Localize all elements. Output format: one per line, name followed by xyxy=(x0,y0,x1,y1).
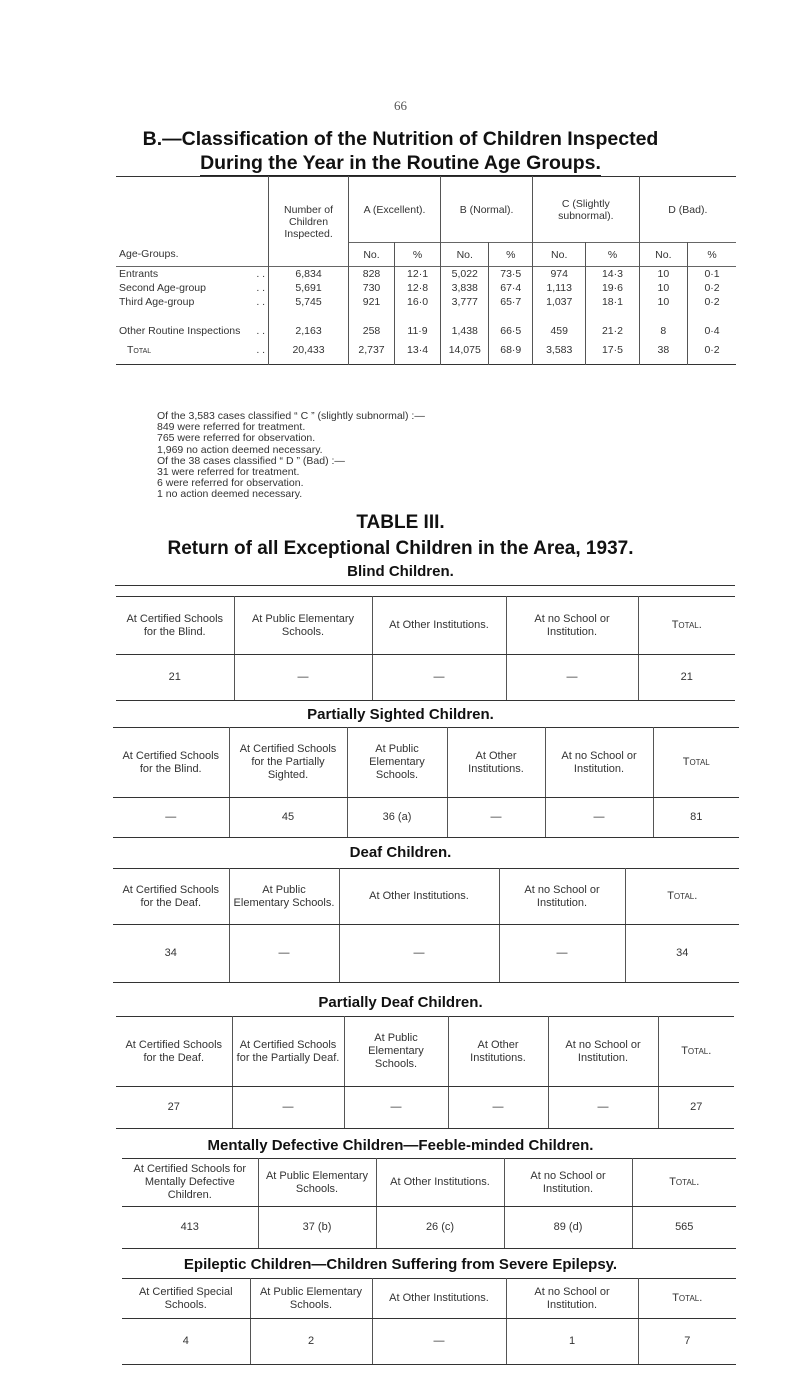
value-cell: 81 xyxy=(653,798,739,838)
sub-pct: % xyxy=(586,243,639,267)
value-cell: 34 xyxy=(113,925,229,983)
sub-pct: % xyxy=(395,243,441,267)
note-line: Of the 38 cases classified “ D ” (Bad) :— xyxy=(157,454,345,467)
mentally-defective-table xyxy=(122,1158,736,1249)
c-pct-cell: 18·1 xyxy=(586,295,639,309)
b-pct-cell: 67·4 xyxy=(489,281,533,295)
d-no-cell: 8 xyxy=(639,309,687,337)
value-cell: 27 xyxy=(658,1087,734,1129)
table-row xyxy=(122,1319,736,1365)
b-pct-cell: 66·5 xyxy=(489,309,533,337)
number-cell: 2,163 xyxy=(269,309,349,337)
a-pct-cell: 12·1 xyxy=(395,267,441,281)
sub-no: No. xyxy=(349,243,395,267)
header-age-groups: Age-Groups. xyxy=(119,248,179,260)
table-iii-subtitle: Return of all Exceptional Children in the Area, 1937. xyxy=(167,538,634,559)
table-iii-title: TABLE III. xyxy=(356,512,445,533)
col-header: At Other Institutions. xyxy=(372,597,506,655)
col-header: At Other Institutions. xyxy=(376,1159,504,1207)
value-cell: — xyxy=(339,925,499,983)
note-line: 765 were referred for observation. xyxy=(157,432,316,445)
b-pct-cell: 73·5 xyxy=(489,267,533,281)
d-no-cell: 10 xyxy=(639,267,687,281)
value-cell: 34 xyxy=(625,925,739,983)
value-cell: 4 xyxy=(122,1319,250,1365)
value-cell: 2 xyxy=(250,1319,372,1365)
d-no-cell: 38 xyxy=(639,337,687,365)
table-row xyxy=(113,798,739,838)
value-cell: — xyxy=(229,925,339,983)
classification-notes xyxy=(157,411,425,501)
d-pct-cell: 0·2 xyxy=(688,295,736,309)
value-cell: — xyxy=(447,798,545,838)
value-cell: — xyxy=(448,1087,548,1129)
col-header: At Certified Schools for the Deaf. xyxy=(116,1017,232,1087)
note-line: 849 were referred for treatment. xyxy=(157,421,306,434)
b-pct-cell: 68·9 xyxy=(489,337,533,365)
note-line: 6 were referred for observation. xyxy=(157,477,304,490)
col-header: Total. xyxy=(638,1279,736,1319)
a-no-cell: 2,737 xyxy=(349,337,395,365)
value-cell: — xyxy=(372,655,506,701)
value-cell: 36 (a) xyxy=(347,798,447,838)
d-pct-cell: 0·2 xyxy=(688,281,736,295)
a-no-cell: 828 xyxy=(349,267,395,281)
col-header: At Certified Schools for the Partially Sighted. xyxy=(229,728,347,798)
value-cell: — xyxy=(506,655,638,701)
table-row xyxy=(116,295,736,309)
value-cell: 7 xyxy=(638,1319,736,1365)
section-title-line2 xyxy=(0,152,801,175)
value-cell: — xyxy=(113,798,229,838)
c-no-cell: 3,583 xyxy=(533,337,586,365)
value-cell: — xyxy=(232,1087,344,1129)
epileptic-heading: Epileptic Children—Children Suffering from Severe Epilepsy. xyxy=(183,1256,618,1273)
table-header-row xyxy=(122,1279,736,1319)
table-header-row xyxy=(116,597,735,655)
note-line: Of the 3,583 cases classified “ C ” (slightly subnormal) :— xyxy=(157,410,425,422)
b-no-cell: 5,022 xyxy=(441,267,489,281)
col-header: At Other Institutions. xyxy=(448,1017,548,1087)
col-header: At Public Elementary Schools. xyxy=(347,728,447,798)
col-header: At no School or Institution. xyxy=(504,1159,632,1207)
a-pct-cell: 16·0 xyxy=(395,295,441,309)
table-row xyxy=(122,1207,736,1249)
d-pct-cell: 0·1 xyxy=(688,267,736,281)
a-no-cell: 730 xyxy=(349,281,395,295)
table-header-row xyxy=(122,1159,736,1207)
col-header: At Certified Schools for the Partially Deaf. xyxy=(232,1017,344,1087)
partially-sighted-table xyxy=(113,727,739,838)
value-cell: 21 xyxy=(116,655,234,701)
d-no-cell: 10 xyxy=(639,281,687,295)
nutrition-header-row xyxy=(116,177,736,243)
table-row xyxy=(116,267,736,281)
blind-heading: Blind Children. xyxy=(347,563,454,580)
value-cell: — xyxy=(545,798,653,838)
col-header: At Certified Special Schools. xyxy=(122,1279,250,1319)
number-cell: 20,433 xyxy=(269,337,349,365)
col-header: At Other Institutions. xyxy=(447,728,545,798)
a-no-cell: 921 xyxy=(349,295,395,309)
c-no-cell: 459 xyxy=(533,309,586,337)
blind-table xyxy=(116,596,735,701)
total-row xyxy=(116,337,736,365)
c-pct-cell: 19·6 xyxy=(586,281,639,295)
age-group-label: Second Age-group . . xyxy=(119,281,266,294)
c-pct-cell: 21·2 xyxy=(586,309,639,337)
value-cell: 27 xyxy=(116,1087,232,1129)
age-group-label: Third Age-group . . xyxy=(119,295,266,308)
col-header: At no School or Institution. xyxy=(545,728,653,798)
col-header: At Public Elementary Schools. xyxy=(234,597,372,655)
number-cell: 5,691 xyxy=(269,281,349,295)
table-row xyxy=(116,309,736,337)
b-pct-cell: 65·7 xyxy=(489,295,533,309)
b-no-cell: 3,777 xyxy=(441,295,489,309)
sub-no: No. xyxy=(533,243,586,267)
value-cell: — xyxy=(548,1087,658,1129)
d-no-cell: 10 xyxy=(639,295,687,309)
partially-deaf-heading: Partially Deaf Children. xyxy=(318,994,483,1011)
note-line: 1,969 no action deemed necessary. xyxy=(157,443,323,456)
number-cell: 5,745 xyxy=(269,295,349,309)
table-row xyxy=(116,655,735,701)
col-header: At Other Institutions. xyxy=(372,1279,506,1319)
page-number: 66 xyxy=(394,98,407,113)
d-pct-cell: 0·4 xyxy=(688,309,736,337)
sub-pct: % xyxy=(489,243,533,267)
partially-deaf-table xyxy=(116,1016,734,1129)
epileptic-table xyxy=(122,1278,736,1365)
value-cell: — xyxy=(234,655,372,701)
d-pct-cell: 0·2 xyxy=(688,337,736,365)
deaf-heading: Deaf Children. xyxy=(349,844,452,861)
c-no-cell: 974 xyxy=(533,267,586,281)
col-header: Total. xyxy=(658,1017,734,1087)
col-header: At no School or Institution. xyxy=(499,869,625,925)
value-cell: 1 xyxy=(506,1319,638,1365)
partially-sighted-heading: Partially Sighted Children. xyxy=(307,706,494,723)
col-header: Total. xyxy=(625,869,739,925)
col-header: Total xyxy=(653,728,739,798)
col-header: At no School or Institution. xyxy=(506,1279,638,1319)
value-cell: — xyxy=(372,1319,506,1365)
col-header: At Certified Schools for Mentally Defective Children. xyxy=(122,1159,258,1207)
section-title-line1: B.—Classification of the Nutrition of Children Inspected xyxy=(142,128,659,150)
table-row xyxy=(116,281,736,295)
a-no-cell: 258 xyxy=(349,309,395,337)
header-d-bad: D (Bad). xyxy=(639,177,736,243)
c-no-cell: 1,113 xyxy=(533,281,586,295)
deaf-table xyxy=(113,868,739,983)
col-header: At no School or Institution. xyxy=(548,1017,658,1087)
sub-no: No. xyxy=(639,243,687,267)
col-header: At Public Elementary Schools. xyxy=(344,1017,448,1087)
section-title-line2-text: During the Year in the Routine Age Groups. xyxy=(200,152,601,174)
table-header-row xyxy=(113,728,739,798)
table-row xyxy=(116,1087,734,1129)
sub-pct: % xyxy=(688,243,736,267)
header-a-excellent: A (Excellent). xyxy=(349,177,441,243)
c-pct-cell: 14·3 xyxy=(586,267,639,281)
value-cell: 45 xyxy=(229,798,347,838)
value-cell: — xyxy=(499,925,625,983)
b-no-cell: 3,838 xyxy=(441,281,489,295)
value-cell: 37 (b) xyxy=(258,1207,376,1249)
value-cell: 565 xyxy=(632,1207,736,1249)
note-line: 1 no action deemed necessary. xyxy=(157,488,303,501)
value-cell: 413 xyxy=(122,1207,258,1249)
col-header: At Certified Schools for the Deaf. xyxy=(113,869,229,925)
note-line: 31 were referred for treatment. xyxy=(157,466,300,479)
value-cell: — xyxy=(344,1087,448,1129)
b-no-cell: 14,075 xyxy=(441,337,489,365)
col-header: Total. xyxy=(638,597,735,655)
col-header: Total. xyxy=(632,1159,736,1207)
c-pct-cell: 17·5 xyxy=(586,337,639,365)
value-cell: 26 (c) xyxy=(376,1207,504,1249)
sub-no: No. xyxy=(441,243,489,267)
number-cell: 6,834 xyxy=(269,267,349,281)
divider xyxy=(115,585,735,586)
col-header: At no School or Institution. xyxy=(506,597,638,655)
header-b-normal: B (Normal). xyxy=(441,177,533,243)
a-pct-cell: 13·4 xyxy=(395,337,441,365)
age-group-label: Entrants . . xyxy=(119,267,266,280)
total-label: Total . . xyxy=(127,344,266,357)
col-header: At Other Institutions. xyxy=(339,869,499,925)
header-number-inspected: Number of Children Inspected. xyxy=(269,177,349,267)
nutrition-table xyxy=(116,176,736,365)
col-header: At Public Elementary Schools. xyxy=(229,869,339,925)
value-cell: 21 xyxy=(638,655,735,701)
col-header: At Public Elementary Schools. xyxy=(250,1279,372,1319)
a-pct-cell: 12·8 xyxy=(395,281,441,295)
table-header-row xyxy=(116,1017,734,1087)
col-header: At Certified Schools for the Blind. xyxy=(116,597,234,655)
a-pct-cell: 11·9 xyxy=(395,309,441,337)
table-header-row xyxy=(113,869,739,925)
value-cell: 89 (d) xyxy=(504,1207,632,1249)
b-no-cell: 1,438 xyxy=(441,309,489,337)
col-header: At Certified Schools for the Blind. xyxy=(113,728,229,798)
age-group-label: Other Routine Inspections . . xyxy=(119,324,266,337)
c-no-cell: 1,037 xyxy=(533,295,586,309)
mentally-defective-heading: Mentally Defective Children—Feeble-minded Children. xyxy=(207,1137,594,1154)
table-row xyxy=(113,925,739,983)
col-header: At Public Elementary Schools. xyxy=(258,1159,376,1207)
header-c-slightly-subnormal: C (Slightly subnormal). xyxy=(533,177,640,243)
